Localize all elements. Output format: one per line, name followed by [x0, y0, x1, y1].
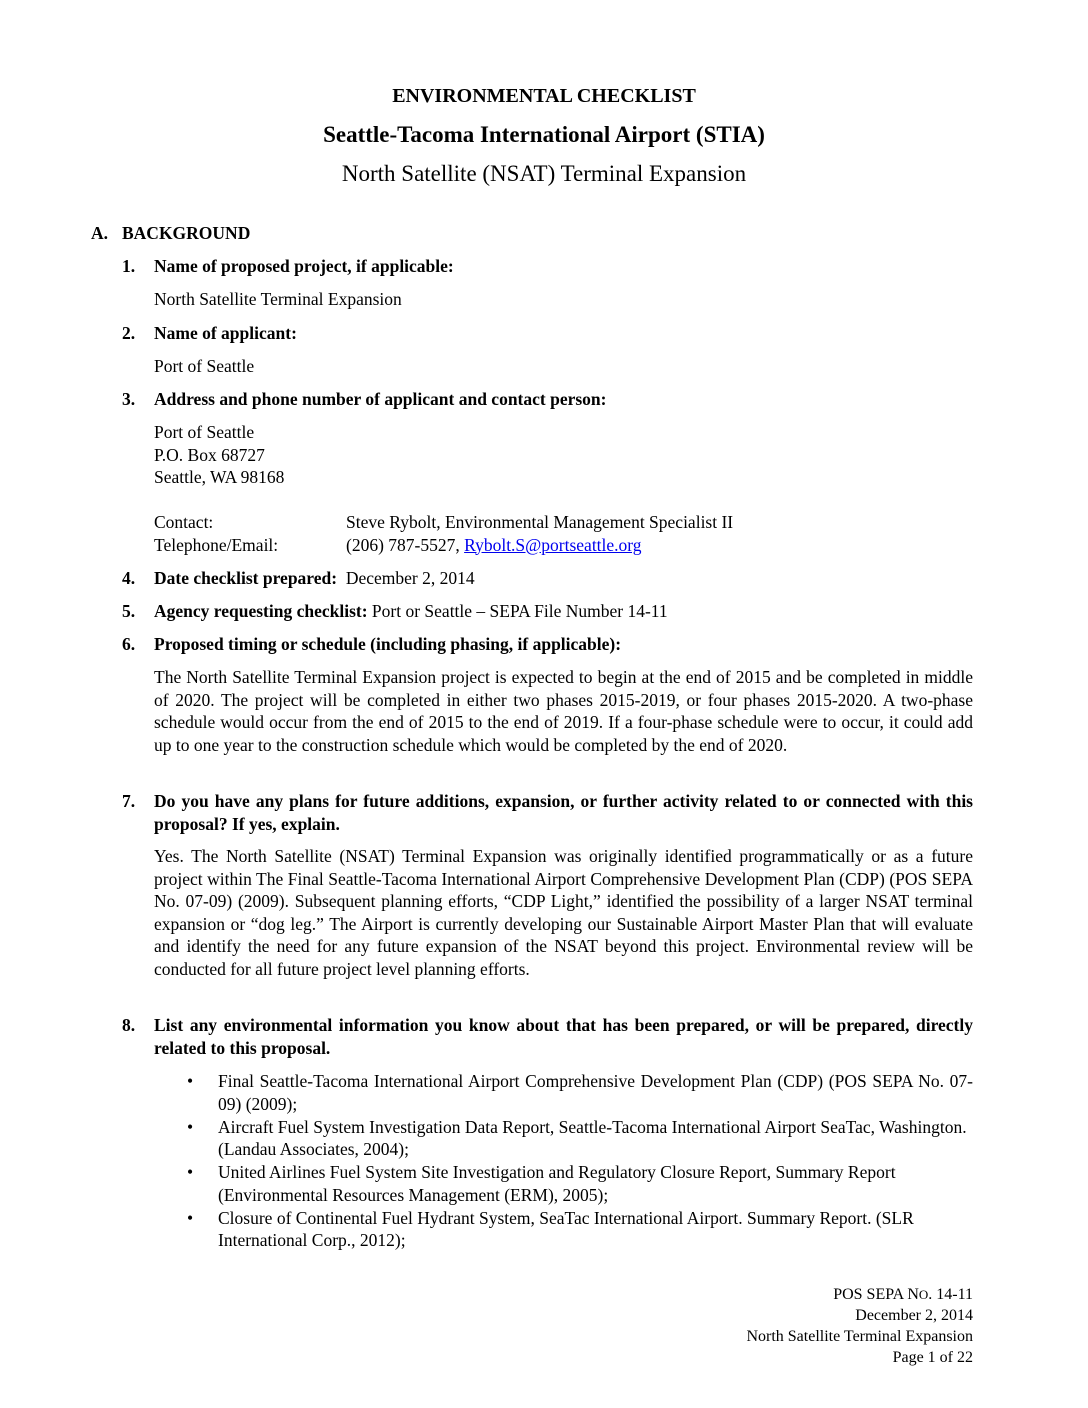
- phone-row: [154, 534, 973, 557]
- list-item: [154, 1161, 973, 1206]
- question-number: 5.: [122, 601, 136, 621]
- section-letter: A.: [91, 223, 109, 243]
- answer-6: The North Satellite Terminal Expansion project is expected to begin at the end of 2015 and be completed in middle of 2020. The project will be completed in either two phases 2015-2019, or four phases 2015-2020. A two-phase schedule would occur from the end of 2015 to the end of 2019. If a four-phase schedule were to occur, it could add up to one year to the construction schedule which would be completed by the end of 2020.: [154, 667, 973, 755]
- question-number: 8.: [122, 1015, 136, 1035]
- contact-info: [154, 511, 973, 556]
- document-title: ENVIRONMENTAL CHECKLIST: [392, 85, 696, 107]
- question-text: Address and phone number of applicant and contact person:: [154, 389, 607, 409]
- bullet-icon: •: [187, 1207, 194, 1228]
- question-number: 3.: [122, 389, 136, 409]
- list-item-text: Closure of Continental Fuel Hydrant System, SeaTac International Airport. Summary Report. (SLR International Corp., 2012);: [218, 1207, 914, 1250]
- phone-label: Telephone/Email:: [154, 534, 279, 555]
- applicant-address: [154, 421, 973, 489]
- email-link[interactable]: Rybolt.S@portseattle.org: [464, 534, 642, 555]
- contact-label: Contact:: [154, 512, 214, 532]
- question-3: [122, 388, 973, 411]
- question-text: List any environmental information you know about that has been prepared, or will be prepared, directly related to this proposal.: [154, 1015, 973, 1058]
- footer-file-number: POS SEPA NO. 14-11: [833, 1286, 973, 1303]
- question-number: 2.: [122, 323, 136, 343]
- contact-value: Steve Rybolt, Environmental Management Specialist II: [346, 512, 734, 532]
- question-text: Name of proposed project, if applicable:: [154, 256, 454, 276]
- bullet-icon: •: [187, 1162, 194, 1182]
- question-text: Name of applicant:: [154, 323, 297, 343]
- page-footer: [746, 1284, 973, 1368]
- question-number: 7.: [122, 791, 136, 811]
- project-name: North Satellite (NSAT) Terminal Expansion: [341, 161, 747, 186]
- list-item-text: Final Seattle-Tacoma International Airport Comprehensive Development Plan (CDP) (POS SEPA No. 07-09) (2009);: [218, 1071, 973, 1114]
- answer-5: Port or Seattle – SEPA File Number 14-11: [371, 601, 668, 621]
- question-7: [122, 790, 973, 835]
- list-item-text: Aircraft Fuel System Investigation Data Report, Seattle-Tacoma International Airport SeaTac, Washington. (Landau Associates, 2004);: [218, 1116, 967, 1159]
- document-subtitle: Seattle-Tacoma International Airport (STIA): [323, 122, 765, 147]
- question-5: [122, 600, 973, 623]
- bullet-icon: •: [187, 1071, 194, 1091]
- question-number: 6.: [122, 634, 136, 654]
- list-item-text: United Airlines Fuel System Site Investigation and Regulatory Closure Report, Summary Report (Environmental Resources Management (ERM), 2005);: [218, 1162, 896, 1205]
- question-number: 4.: [122, 568, 136, 588]
- answer-1: North Satellite Terminal Expansion: [154, 289, 402, 309]
- question-6: [122, 633, 973, 656]
- question-2: [122, 322, 973, 345]
- address-line: P.O. Box 68727: [154, 444, 265, 465]
- footer-date: December 2, 2014: [855, 1307, 973, 1324]
- question-4: [122, 567, 973, 590]
- footer-page-number: Page 1 of 22: [892, 1349, 973, 1366]
- section-heading: [91, 222, 250, 245]
- question-number: 1.: [122, 256, 136, 276]
- address-line: Seattle, WA 98168: [154, 467, 285, 487]
- question-text: Proposed timing or schedule (including phasing, if applicable):: [154, 634, 622, 654]
- question-text: Date checklist prepared:: [154, 568, 338, 588]
- list-item: [154, 1207, 973, 1252]
- question-text: Agency requesting checklist:: [154, 601, 368, 621]
- answer-7: Yes. The North Satellite (NSAT) Terminal Expansion was originally identified programmatically or as a future project within The Final Seattle-Tacoma International Airport Comprehensive Development Plan (CDP) (POS SEPA No. 07-09) (2009). Subsequent planning efforts, “CDP Light,” identified the possibility of a larger NSAT terminal expansion or “dog leg.” The Airport is currently developing our Sustainable Airport Master Plan that will evaluate and identify the need for any future expansion of the NSAT beyond this project. Environmental review will be conducted for all future project level planning efforts.: [154, 846, 973, 979]
- question-1: [122, 255, 973, 278]
- reference-list: [154, 1070, 973, 1252]
- phone-value: (206) 787-5527,: [346, 534, 465, 555]
- address-line: Port of Seattle: [154, 422, 255, 442]
- contact-row: [154, 511, 973, 534]
- question-8: [122, 1014, 973, 1059]
- footer-project: North Satellite Terminal Expansion: [746, 1328, 973, 1345]
- answer-4: December 2, 2014: [345, 568, 475, 588]
- section-title: BACKGROUND: [122, 223, 251, 243]
- bullet-icon: •: [187, 1116, 194, 1137]
- list-item: [154, 1070, 973, 1115]
- answer-2: Port of Seattle: [154, 356, 255, 376]
- question-text: Do you have any plans for future additions, expansion, or further activity related to or connected with this proposal? If yes, explain.: [154, 791, 973, 834]
- list-item: [154, 1116, 973, 1161]
